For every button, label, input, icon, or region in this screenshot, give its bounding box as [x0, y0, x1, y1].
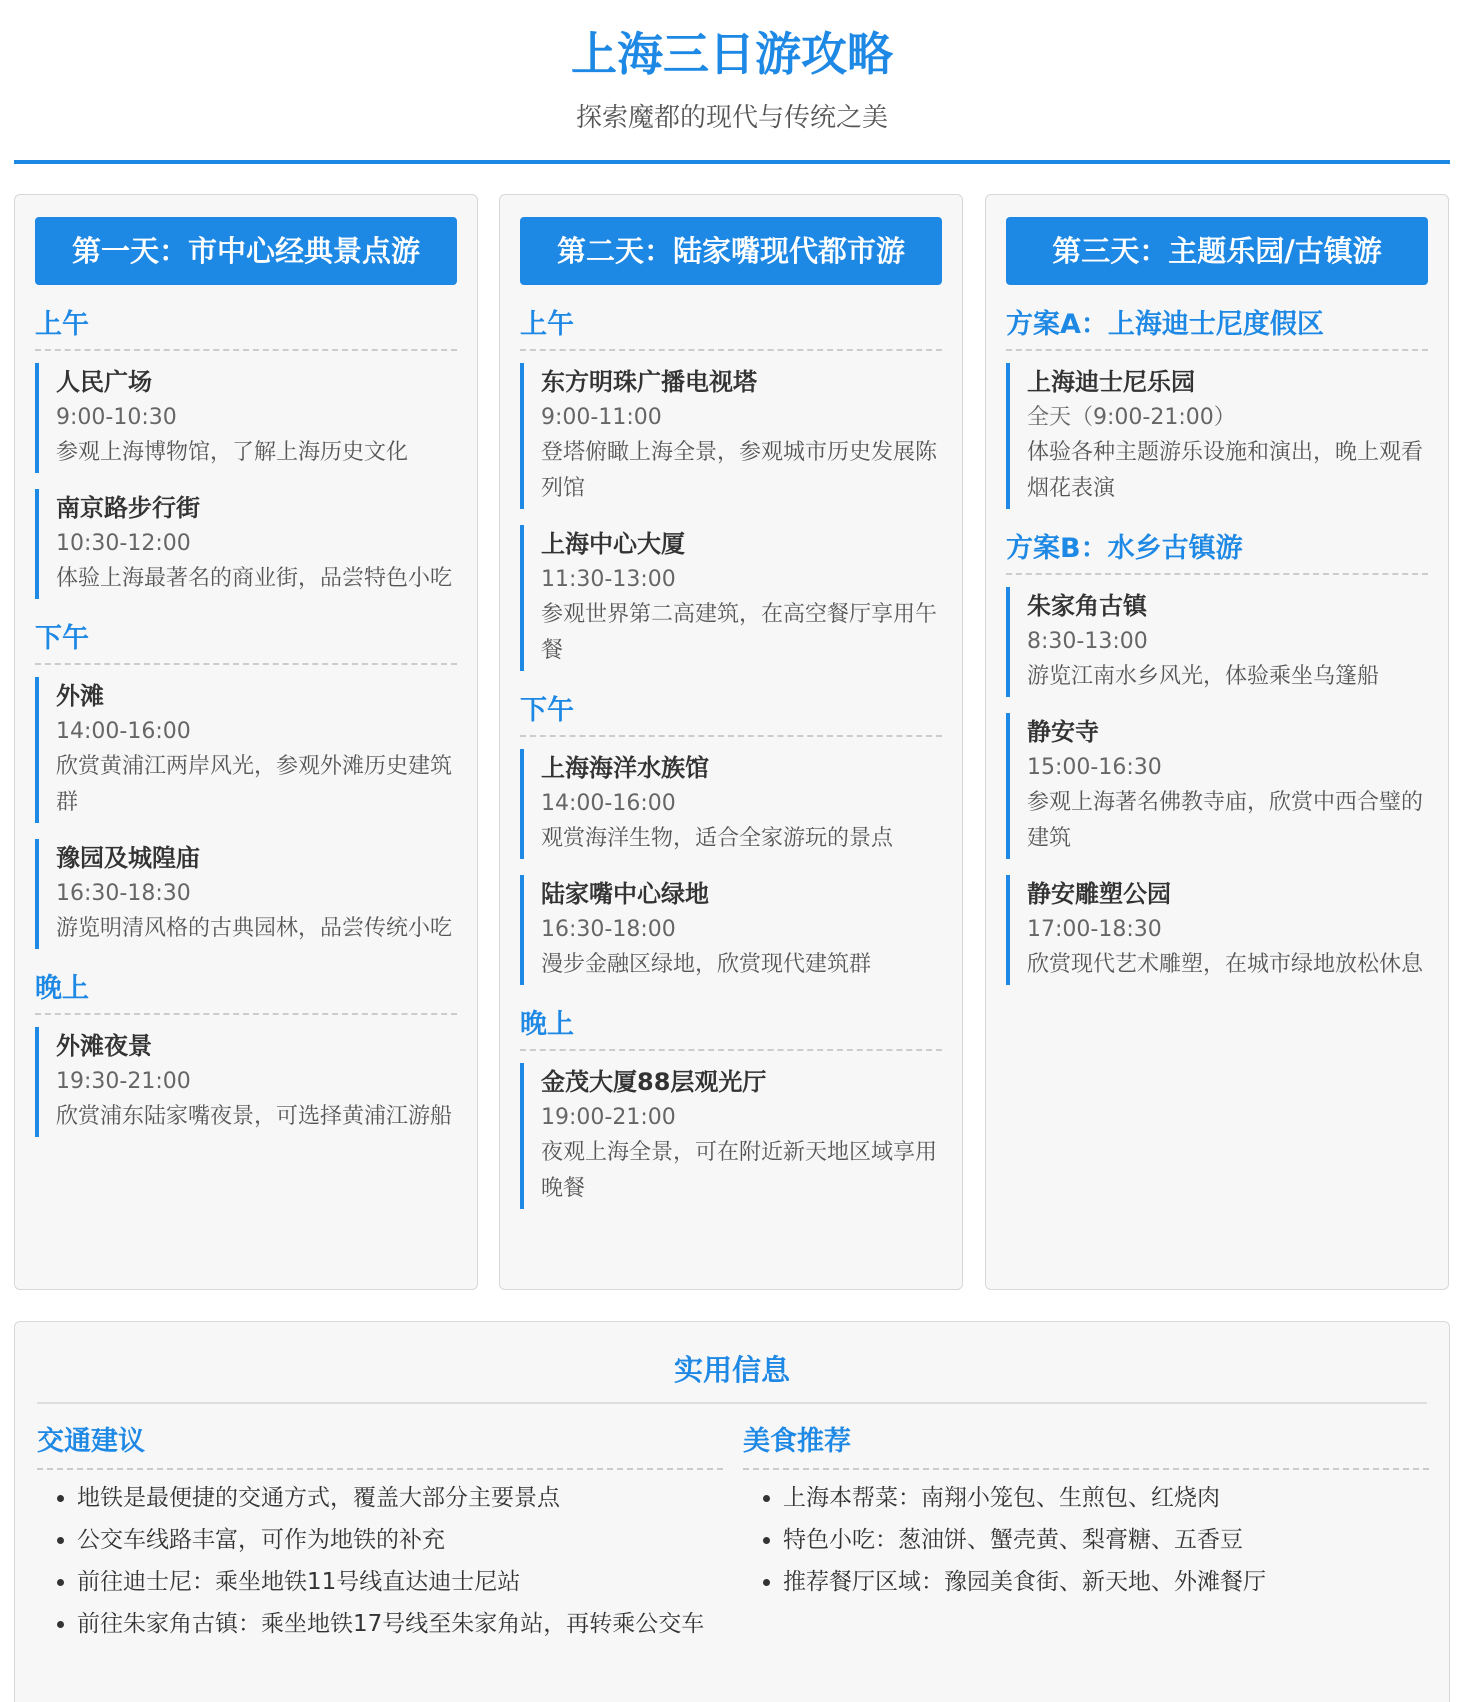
activity-name: 外滩夜景 [56, 1032, 152, 1060]
activity-item [520, 749, 942, 859]
activity-time: 19:30-21:00 [56, 1069, 191, 1094]
activity-name: 金茂大厦88层观光厅 [541, 1068, 767, 1096]
food-list [743, 1480, 1429, 1600]
day-card-1 [14, 194, 478, 1290]
list-item: • 特色小吃：葱油饼、蟹壳黄、梨膏糖、五香豆 [783, 1522, 1429, 1558]
activity-time: 14:00-16:00 [56, 719, 191, 744]
period-heading: 晚上 [35, 971, 457, 1015]
activity-time: 15:00-16:30 [1027, 755, 1162, 780]
activity-name: 静安寺 [1027, 718, 1099, 746]
activity-name: 静安雕塑公园 [1027, 880, 1171, 908]
list-item: • 地铁是最便捷的交通方式，覆盖大部分主要景点 [77, 1480, 723, 1516]
activity-item [1006, 587, 1428, 697]
plan-heading: 方案B：水乡古镇游 [1006, 531, 1428, 575]
period-heading: 下午 [520, 693, 942, 737]
plan-heading: 方案A：上海迪士尼度假区 [1006, 307, 1428, 351]
activity-desc: 体验各种主题游乐设施和演出，晚上观看烟花表演 [1027, 440, 1424, 501]
food-section [743, 1422, 1429, 1606]
activity-name: 上海迪士尼乐园 [1027, 368, 1195, 396]
list-item: • 公交车线路丰富，可作为地铁的补充 [77, 1522, 723, 1558]
activity-item [520, 363, 942, 509]
activity-desc: 欣赏浦东陆家嘴夜景，可选择黄浦江游船 [56, 1104, 453, 1129]
activity-time: 16:30-18:00 [541, 917, 676, 942]
activity-time: 16:30-18:30 [56, 881, 191, 906]
period-heading: 晚上 [520, 1007, 942, 1051]
practical-info-panel [14, 1321, 1450, 1702]
activity-desc: 游览明清风格的古典园林，品尝传统小吃 [56, 916, 453, 941]
activity-time: 全天（9:00-21:00） [1027, 405, 1236, 430]
activity-desc: 游览江南水乡风光，体验乘坐乌篷船 [1027, 664, 1380, 689]
activity-time: 17:00-18:30 [1027, 917, 1162, 942]
transport-list [37, 1480, 723, 1642]
info-title: 实用信息 [37, 1348, 1427, 1404]
activity-name: 南京路步行街 [56, 494, 200, 522]
period-heading: 上午 [35, 307, 457, 351]
list-item: • 推荐餐厅区域：豫园美食街、新天地、外滩餐厅 [783, 1564, 1429, 1600]
activity-time: 8:30-13:00 [1027, 629, 1148, 654]
day-title: 第二天：陆家嘴现代都市游 [520, 217, 942, 285]
activity-desc: 体验上海最著名的商业街，品尝特色小吃 [56, 566, 453, 591]
list-item: • 上海本帮菜：南翔小笼包、生煎包、红烧肉 [783, 1480, 1429, 1516]
day-card-3 [985, 194, 1449, 1290]
period-heading: 上午 [520, 307, 942, 351]
activity-item [1006, 713, 1428, 859]
food-heading: 美食推荐 [743, 1422, 1429, 1470]
activity-desc: 观赏海洋生物，适合全家游玩的景点 [541, 826, 894, 851]
activity-desc: 登塔俯瞰上海全景，参观城市历史发展陈列馆 [541, 440, 938, 501]
activity-time: 14:00-16:00 [541, 791, 676, 816]
transport-section [37, 1422, 723, 1648]
activity-desc: 参观上海著名佛教寺庙，欣赏中西合璧的建筑 [1027, 790, 1424, 851]
activity-item [35, 839, 457, 949]
activity-item [1006, 363, 1428, 509]
list-item: • 前往迪士尼：乘坐地铁11号线直达迪士尼站 [77, 1564, 723, 1600]
activity-item [35, 1027, 457, 1137]
activity-item [35, 363, 457, 473]
activity-time: 11:30-13:00 [541, 567, 676, 592]
activity-name: 外滩 [56, 682, 104, 710]
activity-desc: 夜观上海全景，可在附近新天地区域享用晚餐 [541, 1140, 938, 1201]
activity-desc: 参观世界第二高建筑，在高空餐厅享用午餐 [541, 602, 938, 663]
page-header [14, 0, 1450, 164]
activity-name: 陆家嘴中心绿地 [541, 880, 709, 908]
activity-desc: 欣赏现代艺术雕塑，在城市绿地放松休息 [1027, 952, 1424, 977]
activity-time: 9:00-11:00 [541, 405, 662, 430]
page-subtitle: 探索魔都的现代与传统之美 [575, 103, 888, 133]
activity-name: 东方明珠广播电视塔 [541, 368, 757, 396]
activity-name: 上海中心大厦 [541, 530, 685, 558]
activity-time: 9:00-10:30 [56, 405, 177, 430]
list-item: • 前往朱家角古镇：乘坐地铁17号线至朱家角站，再转乘公交车 [77, 1606, 723, 1642]
activity-item [35, 489, 457, 599]
activity-name: 人民广场 [56, 368, 152, 396]
activity-item [35, 677, 457, 823]
day-card-2 [499, 194, 963, 1290]
activity-item [520, 875, 942, 985]
activity-name: 上海海洋水族馆 [541, 754, 709, 782]
activity-item [1006, 875, 1428, 985]
activity-item [520, 525, 942, 671]
activity-name: 朱家角古镇 [1027, 592, 1147, 620]
transport-heading: 交通建议 [37, 1422, 723, 1470]
activity-time: 19:00-21:00 [541, 1105, 676, 1130]
activity-desc: 参观上海博物馆，了解上海历史文化 [56, 440, 409, 465]
day-title: 第一天：市中心经典景点游 [35, 217, 457, 285]
activity-desc: 欣赏黄浦江两岸风光，参观外滩历史建筑群 [56, 754, 453, 815]
page-title: 上海三日游攻略 [571, 27, 893, 81]
activity-name: 豫园及城隍庙 [56, 844, 200, 872]
period-heading: 下午 [35, 621, 457, 665]
activity-item [520, 1063, 942, 1209]
activity-desc: 漫步金融区绿地，欣赏现代建筑群 [541, 952, 872, 977]
activity-time: 10:30-12:00 [56, 531, 191, 556]
day-title: 第三天：主题乐园/古镇游 [1006, 217, 1428, 285]
